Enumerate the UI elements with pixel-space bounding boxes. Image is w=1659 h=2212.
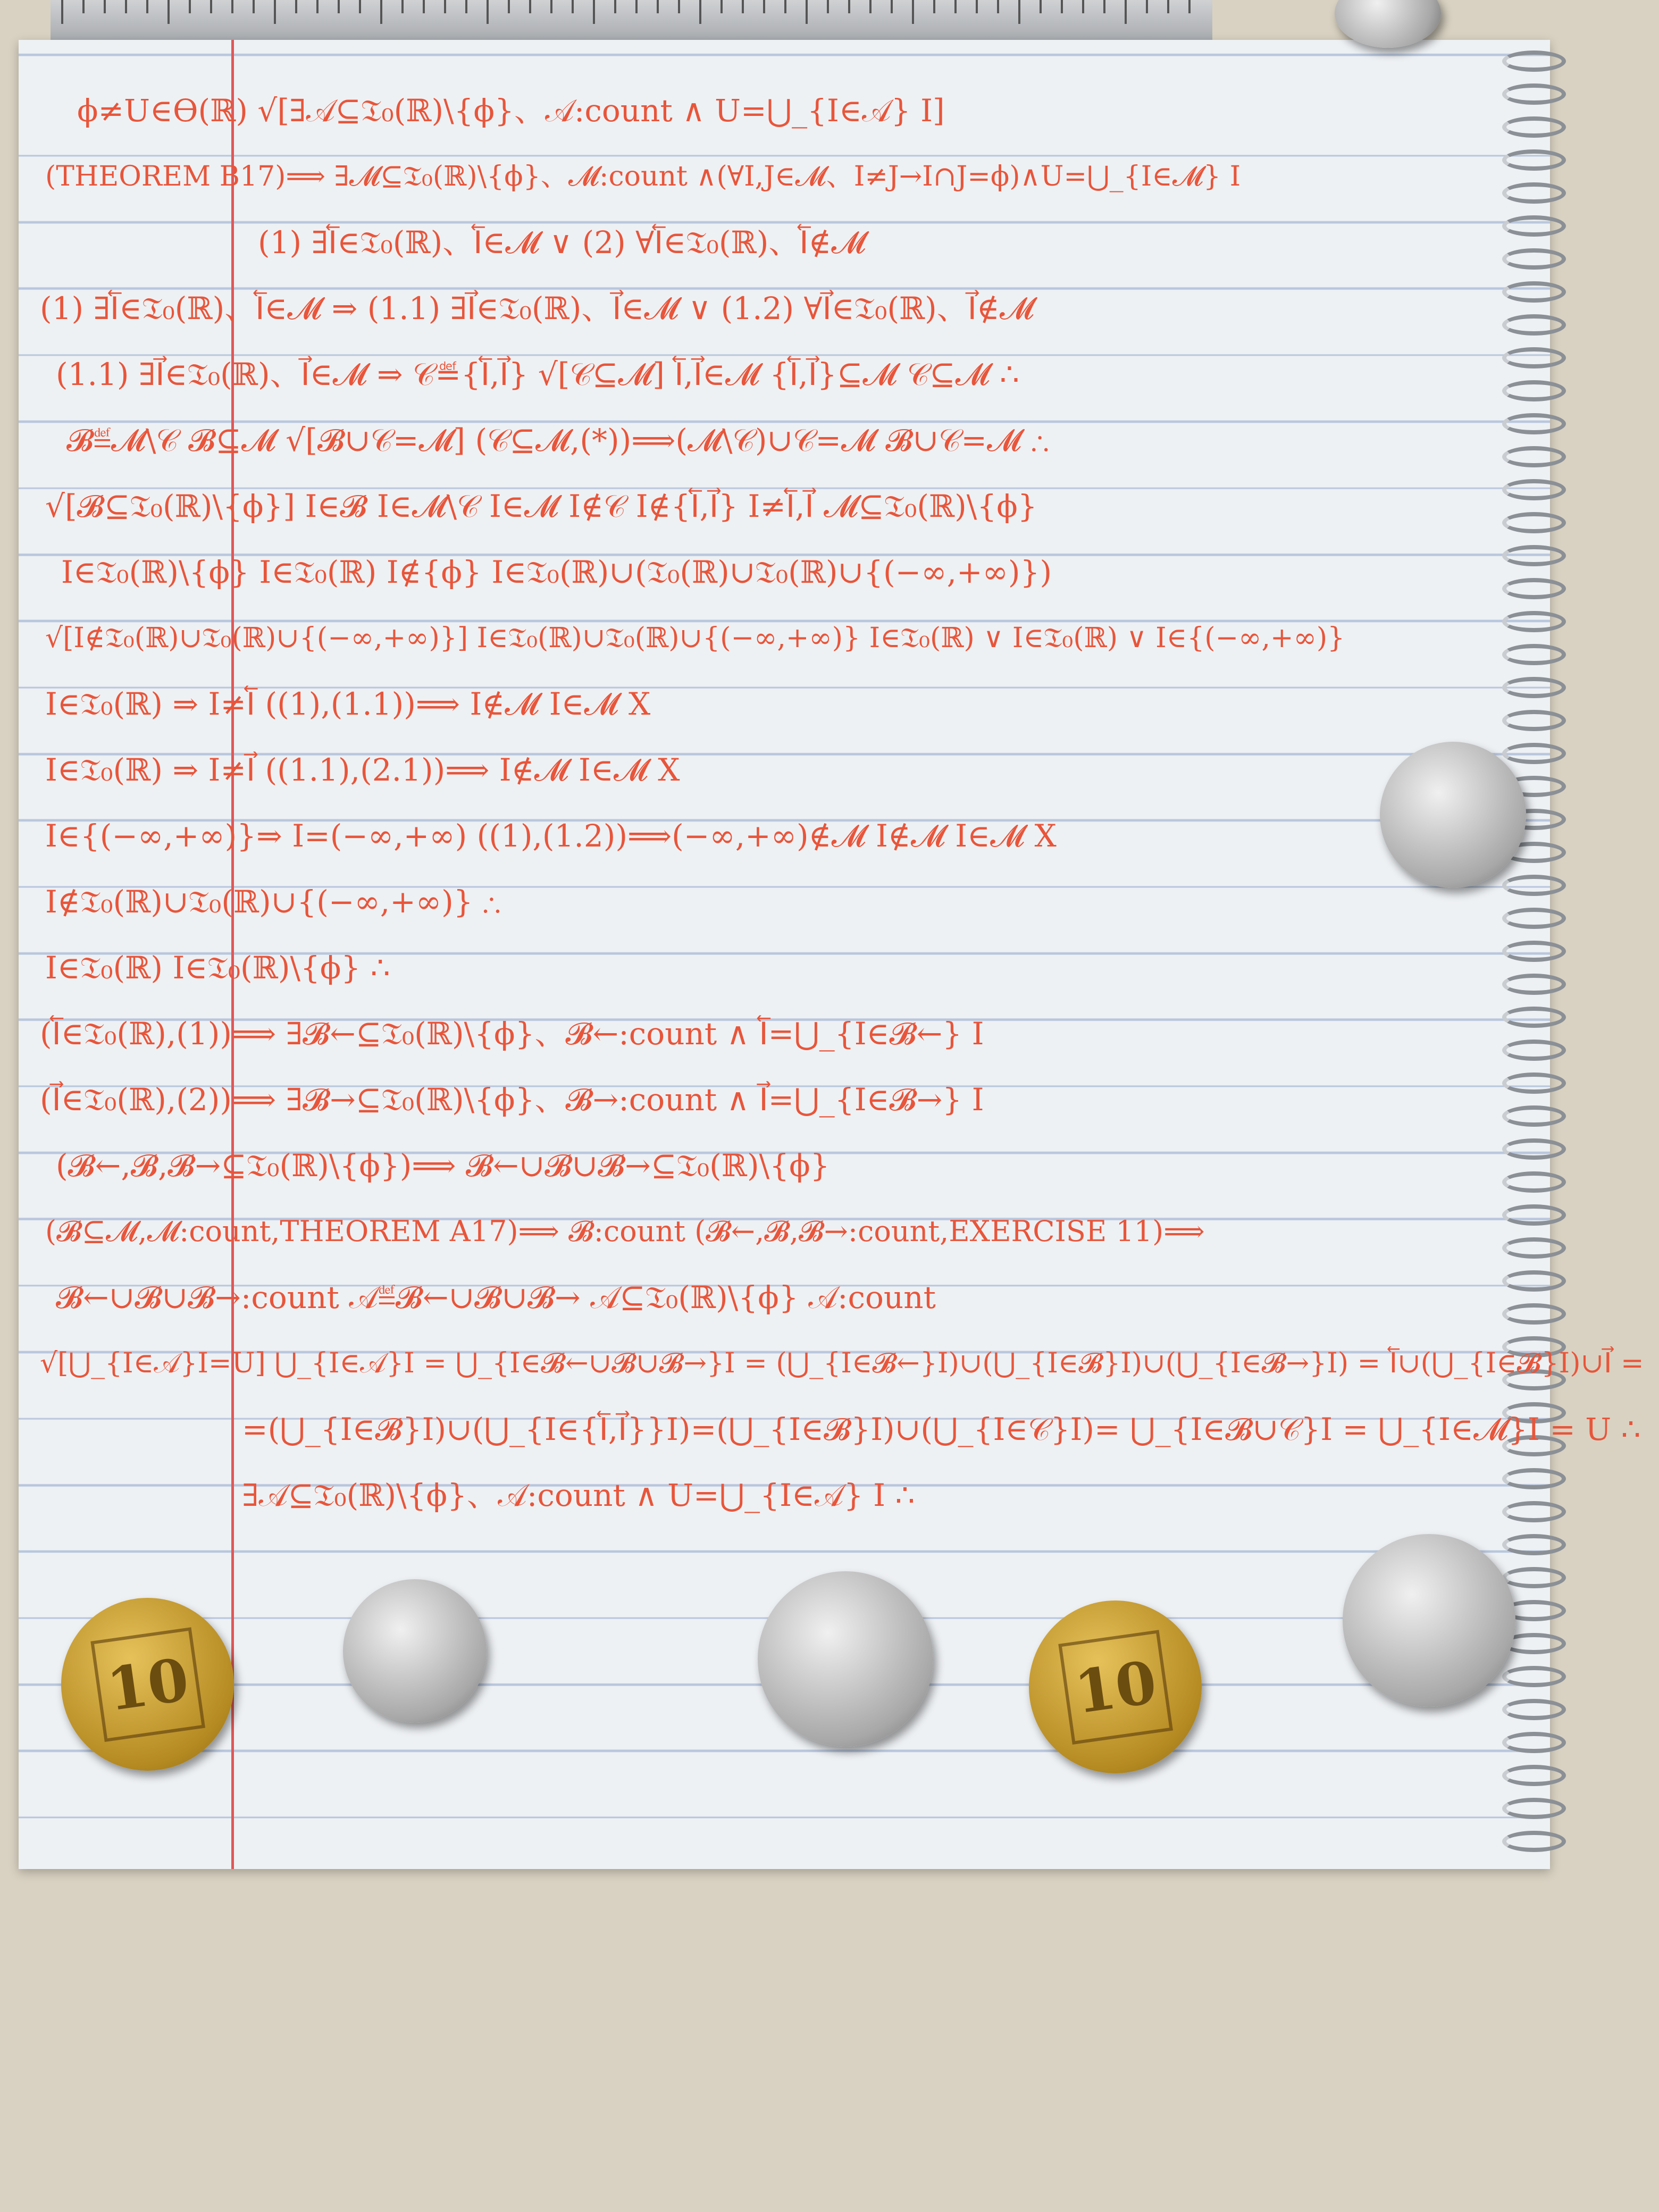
spiral-coil	[1502, 248, 1566, 270]
ruler-tick	[1188, 0, 1191, 13]
spiral-coil	[1502, 1204, 1566, 1226]
handwritten-line: (I⃗∈𝔗₀(ℝ),(2))⟹ ∃𝓑→⊆𝔗₀(ℝ)\{ϕ}、𝓑→:count ∧ I⃗=⋃_{I∈𝓑→} I	[40, 1082, 984, 1118]
ruler-tick	[997, 0, 999, 13]
spiral-coil	[1502, 51, 1566, 72]
handwritten-line: I∈𝔗₀(ℝ) I∈𝔗₀(ℝ)\{ϕ} ∴	[45, 950, 390, 986]
spiral-coil	[1502, 1732, 1566, 1753]
ruler-tick	[1061, 0, 1063, 13]
spiral-coil	[1502, 1303, 1566, 1325]
ruler-tick	[891, 0, 893, 13]
handwritten-line: I∈{(−∞,+∞)}⇒ I=(−∞,+∞) ((1),(1.2))⟹(−∞,+∞)∉𝓜 I∉𝓜 I∈𝓜 X	[45, 818, 1057, 854]
ruler-tick	[61, 0, 63, 24]
ruler-tick	[1146, 0, 1148, 13]
spiral-coil	[1502, 1501, 1566, 1522]
spiral-coil	[1502, 908, 1566, 929]
ruler-tick	[614, 0, 616, 13]
spiral-coil	[1502, 974, 1566, 995]
spiral-coil	[1502, 941, 1566, 962]
handwritten-line: I∈𝔗₀(ℝ) ⇒ I≠I⃗ ((1.1),(2.1))⟹ I∉𝓜 I∈𝓜 X	[45, 752, 680, 788]
ruler-tick	[274, 0, 276, 24]
spiral-coil	[1502, 182, 1566, 204]
ruler-tick	[253, 0, 255, 13]
spiral-coil	[1502, 413, 1566, 434]
spiral-coil	[1502, 1831, 1566, 1852]
ruler-tick	[678, 0, 680, 13]
ruler-tick	[1082, 0, 1084, 13]
handwritten-line: (𝓑←,𝓑,𝓑→⊆𝔗₀(ℝ)\{ϕ})⟹ 𝓑←∪𝓑∪𝓑→⊆𝔗₀(ℝ)\{ϕ}	[56, 1147, 830, 1184]
spiral-coil	[1502, 1138, 1566, 1160]
handwritten-line: I∉𝔗₀(ℝ)∪𝔗₀(ℝ)∪{(−∞,+∞)} ∴	[45, 884, 500, 920]
spiral-coil	[1502, 1765, 1566, 1786]
spiral-coil	[1502, 83, 1566, 105]
spiral-coil	[1502, 1534, 1566, 1555]
spiral-coil	[1502, 545, 1566, 566]
spiral-coil	[1502, 1699, 1566, 1720]
ruler-tick	[82, 0, 85, 13]
handwritten-line: ∃𝒜⊆𝔗₀(ℝ)\{ϕ}、𝒜:count ∧ U=⋃_{I∈𝒜} I ∴	[242, 1477, 915, 1513]
spiral-coil	[1502, 743, 1566, 764]
handwritten-line: √[⋃_{I∈𝒜}I=U] ⋃_{I∈𝒜}I = ⋃_{I∈𝓑←∪𝓑∪𝓑→}I = (⋃_{I∈𝓑←}I)∪(⋃_{I∈𝓑}I)∪(⋃_{I∈𝓑→}I) = I⃖∪(⋃_{I∈𝓑}I)∪I⃗ =	[40, 1347, 1644, 1379]
ruler-tick	[869, 0, 872, 13]
notebook-page	[19, 40, 1644, 1869]
ruler-tick	[1167, 0, 1169, 13]
spiral-coil	[1502, 1666, 1566, 1687]
ruler-tick	[742, 0, 744, 13]
ruler-tick	[827, 0, 829, 13]
ruler-tick	[763, 0, 765, 13]
spiral-coil	[1502, 644, 1566, 665]
handwritten-line: ϕ≠U∈ϴ(ℝ) √[∃𝒜⊆𝔗₀(ℝ)\{ϕ}、𝒜:count ∧ U=⋃_{I∈𝒜} I]	[77, 93, 945, 129]
ruler-tick	[295, 0, 297, 13]
spiral-coil	[1502, 479, 1566, 500]
ruler-tick	[1125, 0, 1127, 24]
ruler	[51, 0, 1212, 41]
ruler-tick	[231, 0, 233, 13]
ruler-tick	[338, 0, 340, 13]
spiral-coil	[1502, 314, 1566, 336]
ruler-tick	[657, 0, 659, 13]
ruler-tick	[784, 0, 786, 13]
handwritten-line: 𝓑≝𝓜\𝒞 𝓑⊆𝓜 √[𝓑∪𝒞=𝓜] (𝒞⊆𝓜,(*))⟹(𝓜\𝒞)∪𝒞=𝓜 𝓑∪𝒞=𝓜 ∴	[66, 422, 1049, 458]
ruler-tick	[401, 0, 404, 13]
coin	[1343, 1534, 1515, 1707]
ruler-tick	[550, 0, 552, 13]
ruler-tick	[1018, 0, 1020, 24]
handwritten-line: (1.1) ∃I⃗∈𝔗₀(ℝ)、I⃗∈𝓜 ⇒ 𝒞≝{I⃖,I⃗} √[𝒞⊆𝓜] I⃖,I⃗∈𝓜 {I⃖,I⃗}⊆𝓜 𝒞⊆𝓜 ∴	[56, 356, 1019, 392]
spiral-coil	[1502, 380, 1566, 401]
handwritten-line: I∈𝔗₀(ℝ)\{ϕ} I∈𝔗₀(ℝ) I∉{ϕ} I∈𝔗₀(ℝ)∪(𝔗₀(ℝ)∪𝔗₀(ℝ)∪{(−∞,+∞)})	[61, 554, 1052, 590]
spiral-coil	[1502, 1073, 1566, 1094]
ruler-tick	[720, 0, 723, 13]
coin	[61, 1598, 234, 1771]
coin	[1029, 1601, 1202, 1773]
spiral-coil	[1502, 446, 1566, 467]
ruler-tick	[933, 0, 935, 13]
ruler-tick	[189, 0, 191, 13]
spiral-coil	[1502, 1105, 1566, 1127]
ruler-tick	[1103, 0, 1105, 13]
ruler-tick	[380, 0, 382, 24]
ruler-tick	[529, 0, 531, 13]
handwritten-line: √[𝓑⊆𝔗₀(ℝ)\{ϕ}] I∈𝓑 I∈𝓜\𝒞 I∈𝓜 I∉𝒞 I∉{I⃖,I⃗} I≠I⃖,I⃗ 𝓜⊆𝔗₀(ℝ)\{ϕ}	[45, 488, 1037, 524]
handwritten-line: (I⃖∈𝔗₀(ℝ),(1))⟹ ∃𝓑←⊆𝔗₀(ℝ)\{ϕ}、𝓑←:count ∧ I⃖=⋃_{I∈𝓑←} I	[40, 1016, 984, 1052]
spiral-coil	[1502, 116, 1566, 138]
handwritten-line: (1) ∃I⃖∈𝔗₀(ℝ)、I⃖∈𝓜 ∨ (2) ∀I⃖∈𝔗₀(ℝ)、I⃖∉𝓜	[258, 224, 866, 261]
spiral-coil	[1502, 1798, 1566, 1819]
spiral-coil	[1502, 215, 1566, 237]
spiral-coil	[1502, 1040, 1566, 1061]
ruler-tick	[954, 0, 957, 13]
ruler-tick	[167, 0, 170, 24]
coin	[343, 1579, 487, 1723]
ruler-tick	[316, 0, 319, 13]
ruler-tick	[1040, 0, 1042, 13]
ruler-tick	[912, 0, 914, 24]
ruler-tick	[508, 0, 510, 13]
ruler-tick	[976, 0, 978, 13]
ruler-tick	[635, 0, 638, 13]
ruler-tick	[104, 0, 106, 13]
handwritten-line: √[I∉𝔗₀(ℝ)∪𝔗₀(ℝ)∪{(−∞,+∞)}] I∈𝔗₀(ℝ)∪𝔗₀(ℝ)∪{(−∞,+∞)} I∈𝔗₀(ℝ) ∨ I∈𝔗₀(ℝ) ∨ I∈{(−∞,+∞)}	[45, 622, 1345, 654]
spiral-coil	[1502, 710, 1566, 731]
ruler-tick	[465, 0, 467, 13]
ruler-tick	[444, 0, 446, 13]
spiral-coil	[1502, 1237, 1566, 1259]
ruler-tick	[210, 0, 212, 13]
handwritten-line: =(⋃_{I∈𝓑}I)∪(⋃_{I∈{I⃖,I⃗}}I)=(⋃_{I∈𝓑}I)∪(⋃_{I∈𝒞}I)= ⋃_{I∈𝓑∪𝒞}I = ⋃_{I∈𝓜}I = U ∴	[242, 1411, 1641, 1447]
spiral-coil	[1502, 611, 1566, 632]
spiral-coil	[1502, 875, 1566, 896]
spiral-coil	[1502, 512, 1566, 533]
spiral-coil	[1502, 1468, 1566, 1489]
spiral-coil	[1502, 149, 1566, 171]
ruler-tick	[487, 0, 489, 24]
handwritten-line: (THEOREM B17)⟹ ∃𝓜⊆𝔗₀(ℝ)\{ϕ}、𝓜:count ∧(∀I,J∈𝓜、I≠J→I∩J=ϕ)∧U=⋃_{I∈𝓜} I	[45, 161, 1241, 192]
ruler-tick	[593, 0, 595, 24]
spiral-coil	[1502, 677, 1566, 698]
ruler-tick	[125, 0, 127, 13]
ruler-tick	[806, 0, 808, 24]
handwritten-line: 𝓑←∪𝓑∪𝓑→:count 𝒜≝𝓑←∪𝓑∪𝓑→ 𝒜⊆𝔗₀(ℝ)\{ϕ} 𝒜:count	[56, 1279, 936, 1316]
ruler-tick	[359, 0, 361, 13]
coin-label: 10	[1058, 1630, 1172, 1744]
spiral-coil	[1502, 1567, 1566, 1588]
ruler-tick	[423, 0, 425, 13]
handwritten-line: (𝓑⊆𝓜,𝓜:count,THEOREM A17)⟹ 𝓑:count (𝓑←,𝓑,𝓑→:count,EXERCISE 11)⟹	[45, 1214, 1205, 1248]
spiral-coil	[1502, 347, 1566, 368]
ruler-tick	[146, 0, 148, 13]
coin	[1380, 742, 1526, 888]
spiral-coil	[1502, 1270, 1566, 1292]
coin	[758, 1571, 933, 1747]
handwritten-line: (1) ∃I⃖∈𝔗₀(ℝ)、I⃖∈𝓜 ⇒ (1.1) ∃I⃗∈𝔗₀(ℝ)、I⃗∈𝓜 ∨ (1.2) ∀I⃗∈𝔗₀(ℝ)、I⃗∉𝓜	[40, 290, 1034, 326]
ruler-tick	[572, 0, 574, 13]
spiral-coil	[1502, 281, 1566, 303]
ruler-tick	[848, 0, 850, 13]
spiral-coil	[1502, 1171, 1566, 1193]
handwritten-line: I∈𝔗₀(ℝ) ⇒ I≠I⃖ ((1),(1.1))⟹ I∉𝓜 I∈𝓜 X	[45, 686, 651, 722]
spiral-coil	[1502, 1007, 1566, 1028]
coin-label: 10	[90, 1627, 205, 1741]
spiral-binding	[1502, 40, 1571, 1869]
spiral-coil	[1502, 578, 1566, 599]
ruler-tick	[699, 0, 701, 24]
